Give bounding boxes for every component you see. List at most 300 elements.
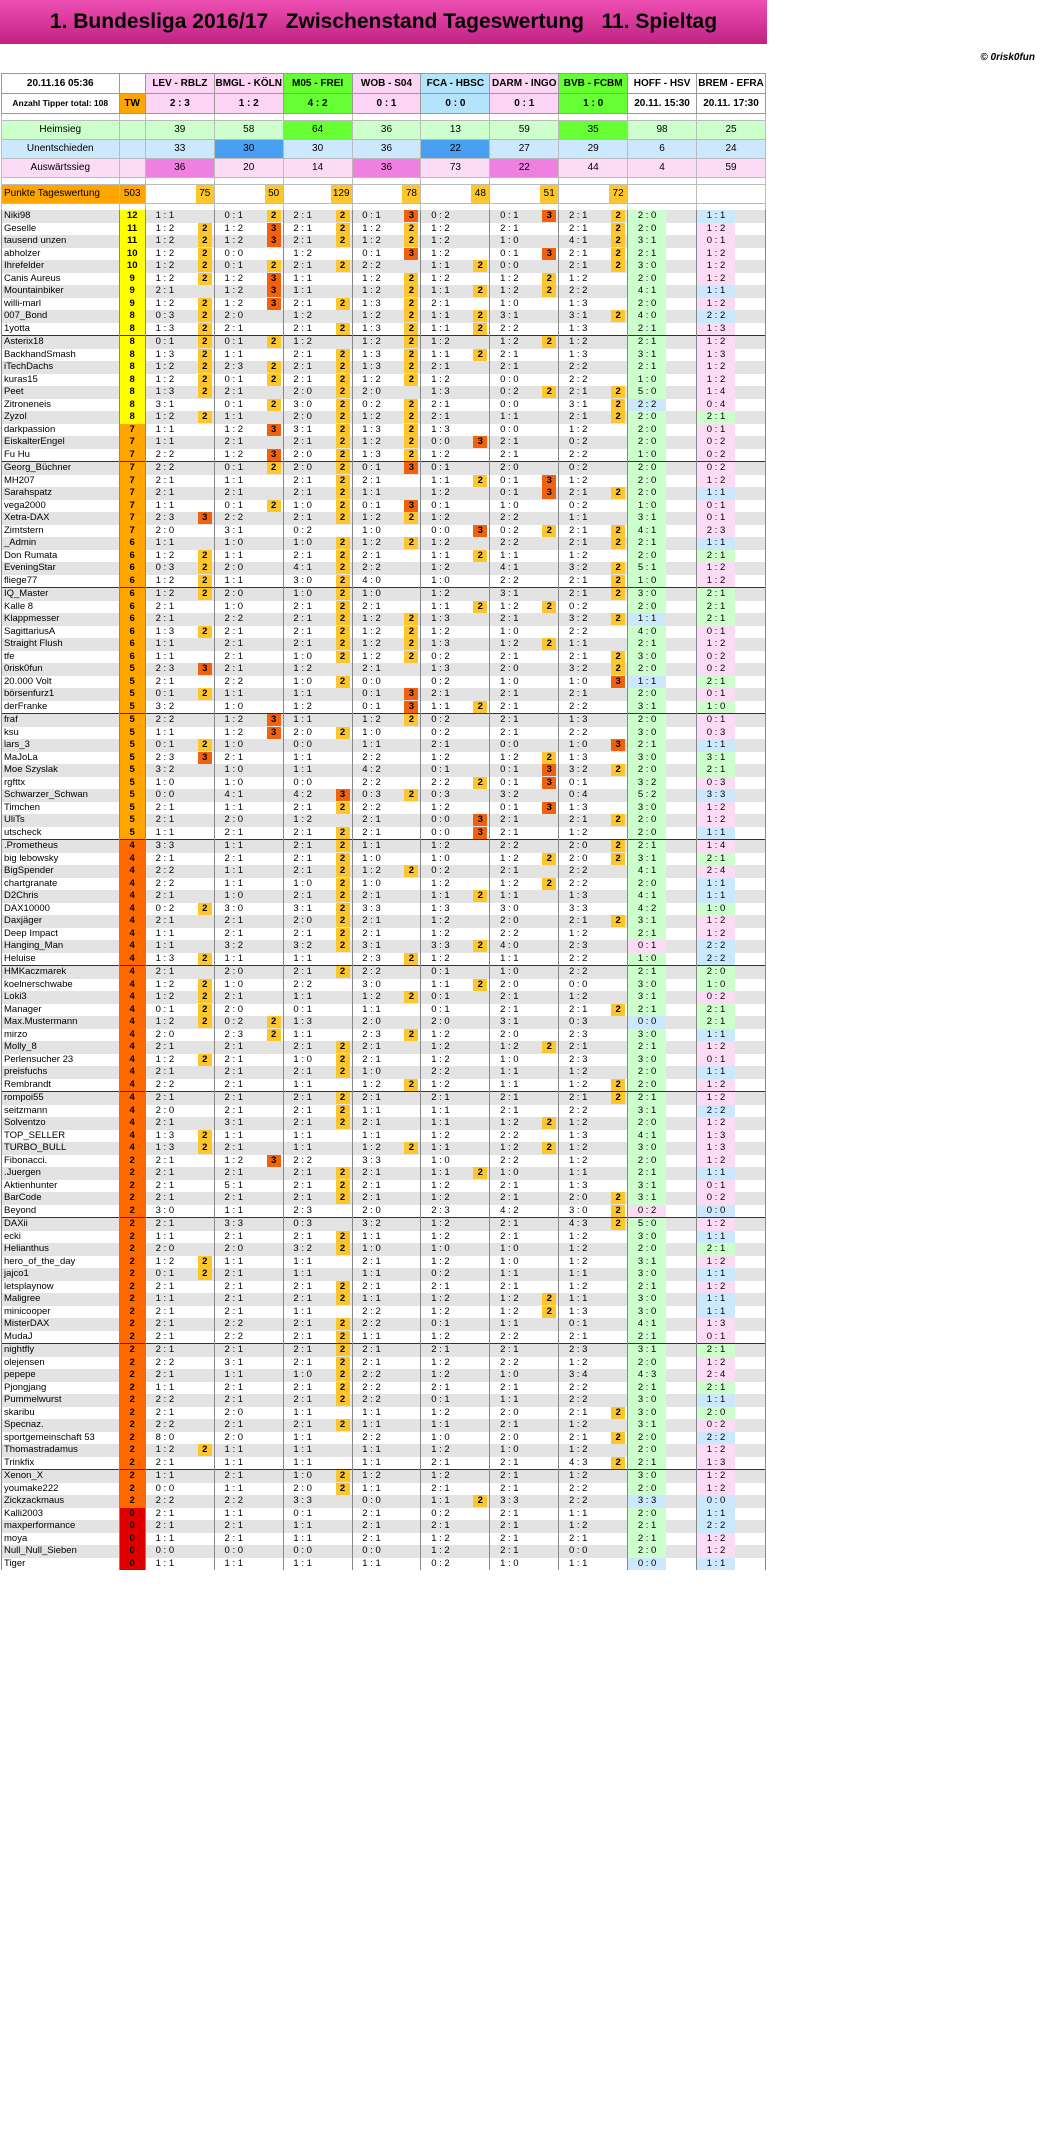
tip-value: 2 : 1: [155, 1218, 175, 1229]
tip-cell: [352, 399, 421, 412]
tip-value: 1 : 0: [362, 877, 381, 889]
open-tip-cell: [697, 260, 766, 273]
tip-value: 2 : 0: [155, 1104, 175, 1116]
tip-cell: [490, 638, 559, 651]
tip-cell: [214, 562, 283, 575]
open-tip-value: 2 : 0: [628, 1079, 666, 1092]
tip-points: 2: [336, 374, 350, 386]
tip-cell: [559, 487, 628, 500]
tip-points: 3: [404, 462, 418, 474]
open-tip-value: 2 : 1: [628, 966, 666, 979]
tipper-name: Fu Hu: [2, 449, 120, 462]
open-tip-value: 2 : 1: [628, 1533, 666, 1546]
open-tip-cell: [697, 1054, 766, 1067]
tipper-name: Aktienhunter: [2, 1180, 120, 1193]
tip-value: 1 : 2: [224, 297, 244, 309]
tip-value: 1 : 2: [568, 1520, 588, 1531]
open-tip-cell: [628, 575, 697, 588]
table-row: [2, 1054, 766, 1067]
tip-points: 2: [542, 336, 556, 348]
open-tip-cell: [697, 1318, 766, 1331]
table-row: [2, 575, 766, 588]
tip-value: 1 : 1: [500, 549, 519, 561]
tip-cell: [214, 827, 283, 840]
open-tip-cell: [628, 1357, 697, 1370]
table-row: [2, 1092, 766, 1105]
open-tip-cell: [628, 562, 697, 575]
tip-value: 1 : 2: [155, 991, 175, 1002]
open-tip-value: 4 : 1: [628, 525, 666, 538]
open-tip-value: 3 : 0: [628, 1029, 666, 1042]
tip-cell: [421, 752, 490, 765]
tip-value: 2 : 1: [224, 915, 244, 926]
stat-value: 22: [421, 140, 490, 159]
tip-cell: [214, 651, 283, 664]
tip-value: 1 : 2: [362, 436, 381, 447]
tip-value: 1 : 2: [155, 260, 175, 271]
tip-cell: [145, 1054, 214, 1067]
tip-cell: [214, 248, 283, 261]
tip-value: 1 : 2: [155, 222, 175, 234]
tip-value: 1 : 1: [224, 1456, 244, 1468]
tw-score: 6: [119, 638, 145, 651]
tip-points: 3: [198, 512, 212, 524]
tip-cell: [283, 1444, 352, 1457]
tip-cell: [559, 235, 628, 248]
tip-value: 1 : 1: [293, 688, 312, 699]
tip-value: 1 : 2: [431, 1041, 450, 1052]
tip-value: 2 : 1: [362, 890, 381, 901]
open-tip-value: 1 : 2: [697, 802, 735, 815]
tip-value: 1 : 0: [500, 297, 519, 309]
table-row: [2, 1495, 766, 1508]
tip-cell: [283, 273, 352, 286]
tip-value: 1 : 3: [155, 386, 175, 397]
tip-value: 1 : 2: [362, 222, 381, 234]
tip-value: 2 : 1: [568, 650, 588, 662]
tip-value: 2 : 1: [431, 411, 450, 422]
open-tip-value: 3 : 1: [628, 915, 666, 928]
open-tip-value: 1 : 2: [697, 298, 735, 311]
tipper-name: Daxjäger: [2, 915, 120, 928]
tip-value: 2 : 1: [224, 1470, 244, 1481]
tip-value: 2 : 1: [362, 1255, 381, 1267]
open-tip-cell: [628, 1066, 697, 1079]
open-tip-cell: [628, 1483, 697, 1496]
tip-value: 2 : 1: [224, 1532, 244, 1544]
table-row: [2, 487, 766, 500]
open-tip-value: 0 : 1: [697, 424, 735, 437]
tip-cell: [145, 1004, 214, 1017]
tip-cell: [283, 840, 352, 853]
tw-score: 8: [119, 374, 145, 387]
stat-value: 64: [283, 121, 352, 140]
tip-cell: [214, 1231, 283, 1244]
tip-value: 2 : 0: [155, 1028, 175, 1040]
open-tip-cell: [628, 613, 697, 626]
tip-value: 2 : 1: [293, 625, 312, 637]
open-tip-value: 1 : 2: [697, 915, 735, 928]
open-tip-value: 1 : 2: [697, 1357, 735, 1370]
open-tip-value: 1 : 2: [697, 273, 735, 286]
tip-points: 2: [404, 537, 418, 549]
open-tip-cell: [628, 1192, 697, 1205]
tip-cell: [421, 878, 490, 891]
open-tip-value: 2 : 2: [697, 953, 735, 966]
tip-points: 2: [198, 953, 212, 965]
open-tip-cell: [628, 1382, 697, 1395]
table-row: [2, 1533, 766, 1546]
stat-value: 20: [214, 159, 283, 178]
tip-value: 1 : 1: [293, 1520, 312, 1531]
tw-score: 4: [119, 1054, 145, 1067]
tip-value: 1 : 3: [568, 890, 588, 901]
stat-value: 4: [628, 159, 697, 178]
tip-cell: [283, 714, 352, 727]
tip-value: 3 : 1: [224, 524, 244, 536]
tip-points: 2: [336, 865, 350, 877]
tip-value: 3 : 1: [362, 940, 381, 951]
tip-points: 3: [404, 701, 418, 713]
tip-cell: [214, 1344, 283, 1357]
open-tip-value: 2 : 1: [628, 638, 666, 651]
open-tip-value: 0 : 2: [697, 449, 735, 462]
open-tip-value: 2 : 0: [628, 601, 666, 614]
tip-points: 2: [198, 626, 212, 638]
tip-points: 2: [611, 525, 625, 537]
open-tip-cell: [697, 1419, 766, 1432]
tip-cell: [145, 1419, 214, 1432]
tip-value: 1 : 2: [431, 1406, 450, 1418]
tip-cell: [145, 1231, 214, 1244]
tip-value: 0 : 0: [500, 423, 519, 435]
tw-score: 4: [119, 953, 145, 966]
open-tip-value: 2 : 1: [628, 1092, 666, 1105]
table-row: [2, 1483, 766, 1496]
tip-value: 1 : 2: [500, 1293, 519, 1304]
tip-value: 2 : 2: [224, 1318, 244, 1329]
tip-value: 1 : 0: [568, 675, 588, 687]
open-tip-value: 1 : 3: [697, 1130, 735, 1143]
open-tip-cell: [628, 537, 697, 550]
open-tip-cell: [628, 1306, 697, 1319]
tip-cell: [490, 890, 559, 903]
tip-value: 2 : 3: [224, 1028, 244, 1040]
tipper-name: Schwarzer_Schwan: [2, 789, 120, 802]
tip-value: 1 : 0: [431, 852, 450, 864]
tip-value: 2 : 2: [500, 537, 519, 548]
tip-cell: [214, 1218, 283, 1231]
open-tip-cell: [697, 1281, 766, 1294]
tip-cell: [421, 638, 490, 651]
match-points-value: 129: [331, 185, 352, 203]
tip-cell: [214, 1016, 283, 1029]
open-tip-value: 2 : 1: [697, 676, 735, 689]
tip-cell: [352, 1558, 421, 1571]
open-tip-value: 2 : 0: [628, 436, 666, 449]
tip-value: 1 : 3: [431, 423, 450, 435]
tip-points: 2: [611, 814, 625, 826]
tip-value: 1 : 2: [431, 1129, 450, 1141]
tip-points: 2: [336, 853, 350, 865]
tip-value: 8 : 0: [155, 1431, 175, 1443]
open-tip-value: 1 : 2: [697, 1444, 735, 1457]
tip-cell: [559, 1369, 628, 1382]
tip-value: 1 : 1: [431, 474, 450, 486]
open-tip-cell: [697, 663, 766, 676]
tip-cell: [421, 1092, 490, 1105]
table-row: [2, 601, 766, 614]
table-row: [2, 1508, 766, 1521]
tip-value: 1 : 1: [500, 1318, 519, 1329]
tip-cell: [145, 1155, 214, 1168]
tip-value: 2 : 1: [293, 1092, 312, 1103]
open-tip-cell: [697, 500, 766, 513]
open-tip-value: 2 : 0: [628, 1243, 666, 1256]
tip-cell: [214, 1483, 283, 1496]
copyright: © 0risk0fun: [980, 52, 1035, 63]
tip-value: 3 : 1: [155, 398, 175, 410]
tw-score: 4: [119, 1066, 145, 1079]
tip-value: 1 : 2: [293, 336, 312, 347]
tipper-name: Canis Aureus: [2, 273, 120, 286]
open-tip-cell: [628, 1029, 697, 1042]
tip-cell: [283, 727, 352, 740]
tw-score: 10: [119, 248, 145, 261]
tip-cell: [214, 638, 283, 651]
stat-blank: [119, 121, 145, 140]
tip-points: 2: [404, 1029, 418, 1041]
tip-cell: [352, 361, 421, 374]
tip-value: 2 : 1: [155, 1318, 175, 1329]
tipper-name: letsplaynow: [2, 1281, 120, 1294]
tipper-name: Solventzo: [2, 1117, 120, 1130]
tip-value: 1 : 1: [224, 1482, 244, 1494]
tip-cell: [352, 411, 421, 424]
tip-value: 4 : 1: [568, 235, 588, 246]
open-tip-value: 2 : 1: [697, 1344, 735, 1357]
tip-value: 2 : 2: [155, 1394, 175, 1405]
tw-label: TW: [119, 94, 145, 114]
tip-value: 1 : 0: [500, 1255, 519, 1267]
tip-cell: [283, 310, 352, 323]
tip-value: 1 : 3: [568, 1129, 588, 1141]
open-tip-cell: [697, 714, 766, 727]
tip-value: 1 : 2: [431, 1192, 450, 1203]
tw-score: 7: [119, 462, 145, 475]
tip-value: 2 : 1: [155, 1041, 175, 1052]
open-tip-cell: [697, 1382, 766, 1395]
tip-points: 3: [542, 248, 556, 260]
match-name: FCA - HBSC: [421, 74, 490, 94]
tip-value: 2 : 1: [500, 688, 519, 699]
tip-value: 0 : 2: [362, 398, 381, 410]
tip-points: 3: [611, 739, 625, 751]
tip-cell: [490, 1054, 559, 1067]
tip-value: 2 : 0: [500, 1406, 519, 1418]
tip-value: 3 : 2: [155, 700, 175, 712]
tip-cell: [214, 462, 283, 475]
open-tip-value: 3 : 1: [628, 991, 666, 1004]
tip-cell: [214, 298, 283, 311]
tip-value: 1 : 2: [431, 915, 450, 926]
tip-cell: [145, 260, 214, 273]
table-row: [2, 1155, 766, 1168]
tip-cell: [283, 1180, 352, 1193]
tip-value: 1 : 2: [224, 714, 244, 725]
tip-value: 2 : 1: [500, 650, 519, 662]
tip-cell: [421, 399, 490, 412]
tip-cell: [490, 1369, 559, 1382]
tip-value: 2 : 0: [224, 588, 244, 599]
tip-value: 1 : 3: [568, 801, 588, 813]
tip-value: 2 : 2: [568, 877, 588, 889]
tip-points: 2: [336, 651, 350, 663]
tip-value: 2 : 1: [293, 1356, 312, 1368]
tip-cell: [490, 1508, 559, 1521]
table-row: [2, 399, 766, 412]
open-tip-value: 0 : 2: [697, 991, 735, 1004]
tip-cell: [214, 1256, 283, 1269]
tip-value: 1 : 2: [431, 562, 450, 573]
tip-cell: [145, 1318, 214, 1331]
tip-value: 1 : 1: [224, 688, 244, 699]
tip-cell: [145, 1029, 214, 1042]
tip-points: 2: [404, 953, 418, 965]
tip-value: 2 : 1: [224, 1167, 244, 1178]
tip-value: 0 : 1: [362, 247, 381, 259]
open-tip-cell: [628, 1520, 697, 1533]
tip-cell: [283, 1331, 352, 1344]
tw-score: 6: [119, 537, 145, 550]
tip-cell: [283, 361, 352, 374]
tip-cell: [214, 752, 283, 765]
tip-value: 1 : 2: [500, 852, 519, 864]
tip-value: 2 : 1: [568, 814, 588, 825]
tip-cell: [214, 928, 283, 941]
tip-cell: [214, 865, 283, 878]
tip-value: 2 : 1: [431, 1344, 450, 1355]
tip-value: 1 : 2: [362, 272, 381, 284]
tip-cell: [283, 399, 352, 412]
tip-value: 1 : 2: [431, 952, 450, 964]
open-tip-cell: [697, 1369, 766, 1382]
tw-score: 2: [119, 1318, 145, 1331]
tip-value: 1 : 3: [362, 322, 381, 334]
tip-value: 2 : 1: [568, 1330, 588, 1342]
tip-cell: [421, 1483, 490, 1496]
tip-cell: [145, 1394, 214, 1407]
open-tip-value: 0 : 3: [697, 777, 735, 790]
tw-score: 2: [119, 1256, 145, 1269]
tip-points: 2: [336, 1394, 350, 1406]
tip-cell: [559, 966, 628, 979]
tip-cell: [421, 512, 490, 525]
tip-points: 2: [336, 1331, 350, 1343]
tip-value: 1 : 1: [293, 1028, 312, 1040]
tip-value: 0 : 1: [431, 764, 450, 775]
tip-cell: [421, 1142, 490, 1155]
tip-cell: [490, 310, 559, 323]
open-tip-cell: [628, 701, 697, 714]
tip-value: 1 : 3: [362, 448, 381, 460]
stat-value: 59: [697, 159, 766, 178]
tip-cell: [145, 223, 214, 236]
tip-value: 1 : 1: [431, 322, 450, 334]
tip-points: 2: [542, 386, 556, 398]
tip-value: 1 : 1: [362, 1129, 381, 1141]
tip-cell: [559, 1041, 628, 1054]
tip-value: 4 : 3: [568, 1218, 588, 1229]
tip-points: 3: [542, 777, 556, 789]
tip-cell: [145, 1432, 214, 1445]
tip-cell: [145, 878, 214, 891]
open-tip-value: 1 : 1: [697, 1066, 735, 1079]
match-points: [352, 185, 421, 204]
table-row: [2, 1520, 766, 1533]
tip-cell: [421, 1243, 490, 1256]
tip-cell: [145, 386, 214, 399]
stat-value: 44: [559, 159, 628, 178]
tipper-name: Perlensucher 23: [2, 1054, 120, 1067]
tip-cell: [145, 411, 214, 424]
tip-value: 0 : 1: [155, 336, 175, 347]
tip-value: 1 : 1: [362, 1444, 381, 1455]
tip-cell: [145, 890, 214, 903]
tip-value: 1 : 1: [362, 1268, 381, 1279]
tip-value: 1 : 2: [431, 1305, 450, 1317]
open-tip-value: 1 : 2: [697, 1092, 735, 1105]
tip-value: 1 : 3: [568, 751, 588, 763]
tip-value: 2 : 0: [293, 726, 312, 738]
open-tip-cell: [697, 915, 766, 928]
tip-cell: [490, 1041, 559, 1054]
tip-cell: [490, 575, 559, 588]
tip-value: 0 : 1: [500, 210, 519, 221]
tip-cell: [145, 814, 214, 827]
open-tip-value: 2 : 0: [628, 688, 666, 701]
tip-value: 1 : 1: [431, 1142, 450, 1153]
tip-cell: [559, 1419, 628, 1432]
open-tip-cell: [697, 878, 766, 891]
tip-value: 2 : 0: [224, 1243, 244, 1254]
tip-cell: [145, 626, 214, 639]
table-row: [2, 940, 766, 953]
tip-value: 1 : 1: [362, 840, 381, 851]
tip-cell: [352, 714, 421, 727]
tip-points: 3: [267, 298, 281, 310]
tipper-name: Timchen: [2, 802, 120, 815]
tip-points: 2: [336, 323, 350, 335]
tw-score: 2: [119, 1281, 145, 1294]
tipper-name: Specnaz.: [2, 1419, 120, 1432]
tip-value: 2 : 1: [431, 1456, 450, 1468]
open-tip-value: 5 : 0: [628, 1218, 666, 1231]
tip-cell: [490, 1218, 559, 1231]
tip-points: 2: [542, 1306, 556, 1318]
tip-points: 2: [611, 386, 625, 398]
open-tip-value: 2 : 1: [628, 1281, 666, 1294]
open-tip-value: 4 : 0: [628, 626, 666, 639]
open-tip-value: 2 : 0: [628, 1066, 666, 1079]
tip-cell: [421, 588, 490, 601]
tip-cell: [145, 714, 214, 727]
open-tip-cell: [697, 1029, 766, 1042]
tip-points: 2: [473, 285, 487, 297]
tip-cell: [490, 449, 559, 462]
tip-cell: [421, 991, 490, 1004]
tip-cell: [283, 752, 352, 765]
